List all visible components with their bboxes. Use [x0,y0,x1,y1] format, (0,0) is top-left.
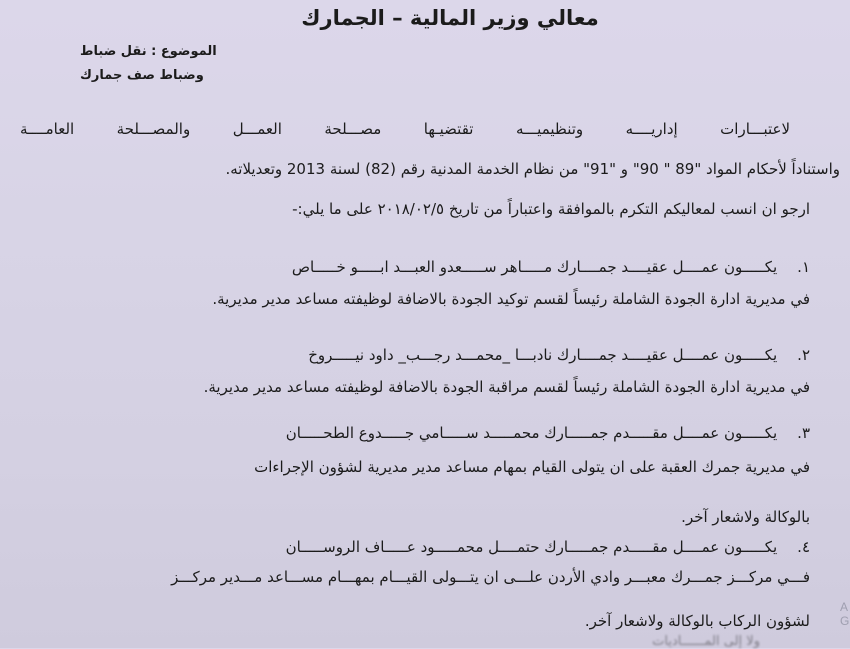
list-item-4-line-1 [20,538,810,556]
list-item-text: يكـــــون عمــــل عقيــــد جمــــارك نادبـــا _محمـــد رجـــب_ داود نيـــــروخ [308,346,778,364]
list-item-1-line-2: في مديرية ادارة الجودة الشاملة رئيساً لقسم توكيد الجودة بالاضافة لوظيفته مساعد مدير مديرية. [212,290,810,308]
list-item-number: ٢. [797,346,810,364]
subject-line-1: الموضوع : نقل ضباط [80,44,217,59]
subject-line-2: وضباط صف جمارك [80,68,204,83]
list-item-3-line-3: بالوكالة ولاشعار آخر. [681,508,810,526]
edge-watermark-text: A G [840,600,850,628]
list-item-2-line-2: في مديرية ادارة الجودة الشاملة رئيساً لقسم مراقبة الجودة بالاضافة لوظيفته مساعد مدير مديرية. [203,378,810,396]
list-item-4-line-3: لشؤون الركاب بالوكالة ولاشعار آخر. [584,612,810,630]
letter-title: معالي وزير المالية – الجمارك [301,6,599,30]
list-item-4-line-2: فـــي مركـــز جمـــرك معبـــر وادي الأردن علـــى ان يتـــولى القيـــام بمهـــام مســـاعد مـــدير مركـــز [171,568,810,586]
list-item-3-line-2: في مديرية جمرك العقبة على ان يتولى القيام بمهام مساعد مدير مديرية لشؤون الإجراءات [254,458,810,476]
list-item-number: ١. [797,258,810,276]
paragraph-legal-basis: واستناداً لأحكام المواد "89 " 90" و "91" من نظام الخدمة المدنية رقم (82) لسنة 2013 وتعديلاته. [225,160,840,178]
list-item-text: يكـــــون عمــــل عقيــــد جمــــارك مـــــاهر ســـــعدو العبـــد ابـــــو خـــــاص [291,258,778,276]
list-item-3-line-1 [20,424,810,442]
paragraph-request: ارجو ان انسب لمعاليكم التكرم بالموافقة واعتباراً من تاريخ ٢٠١٨/٠٢/٥ على ما يلي:- [292,200,810,218]
paragraph-justification: لاعتبـــارات إداريــــه وتنظيميـــه تقتضيـها مصـــلحة العمـــل والمصـــلحة العامــــة [20,120,790,138]
list-item-text: يكـــــون عمــــل مقـــــدم جمـــــارك حتمــــل محمـــــود عـــــاف الروســـــان [285,538,778,556]
list-item-1-line-1 [20,258,810,276]
bottom-partial-text: ولا إلى المــــــاديات [652,634,760,649]
list-item-number: ٣. [797,424,810,442]
list-item-number: ٤. [797,538,810,556]
list-item-2-line-1 [20,346,810,364]
list-item-text: يكـــــون عمــــل مقـــــدم جمـــــارك محمـــــد ســـــامي جـــــدوع الطحـــــان [285,424,778,442]
